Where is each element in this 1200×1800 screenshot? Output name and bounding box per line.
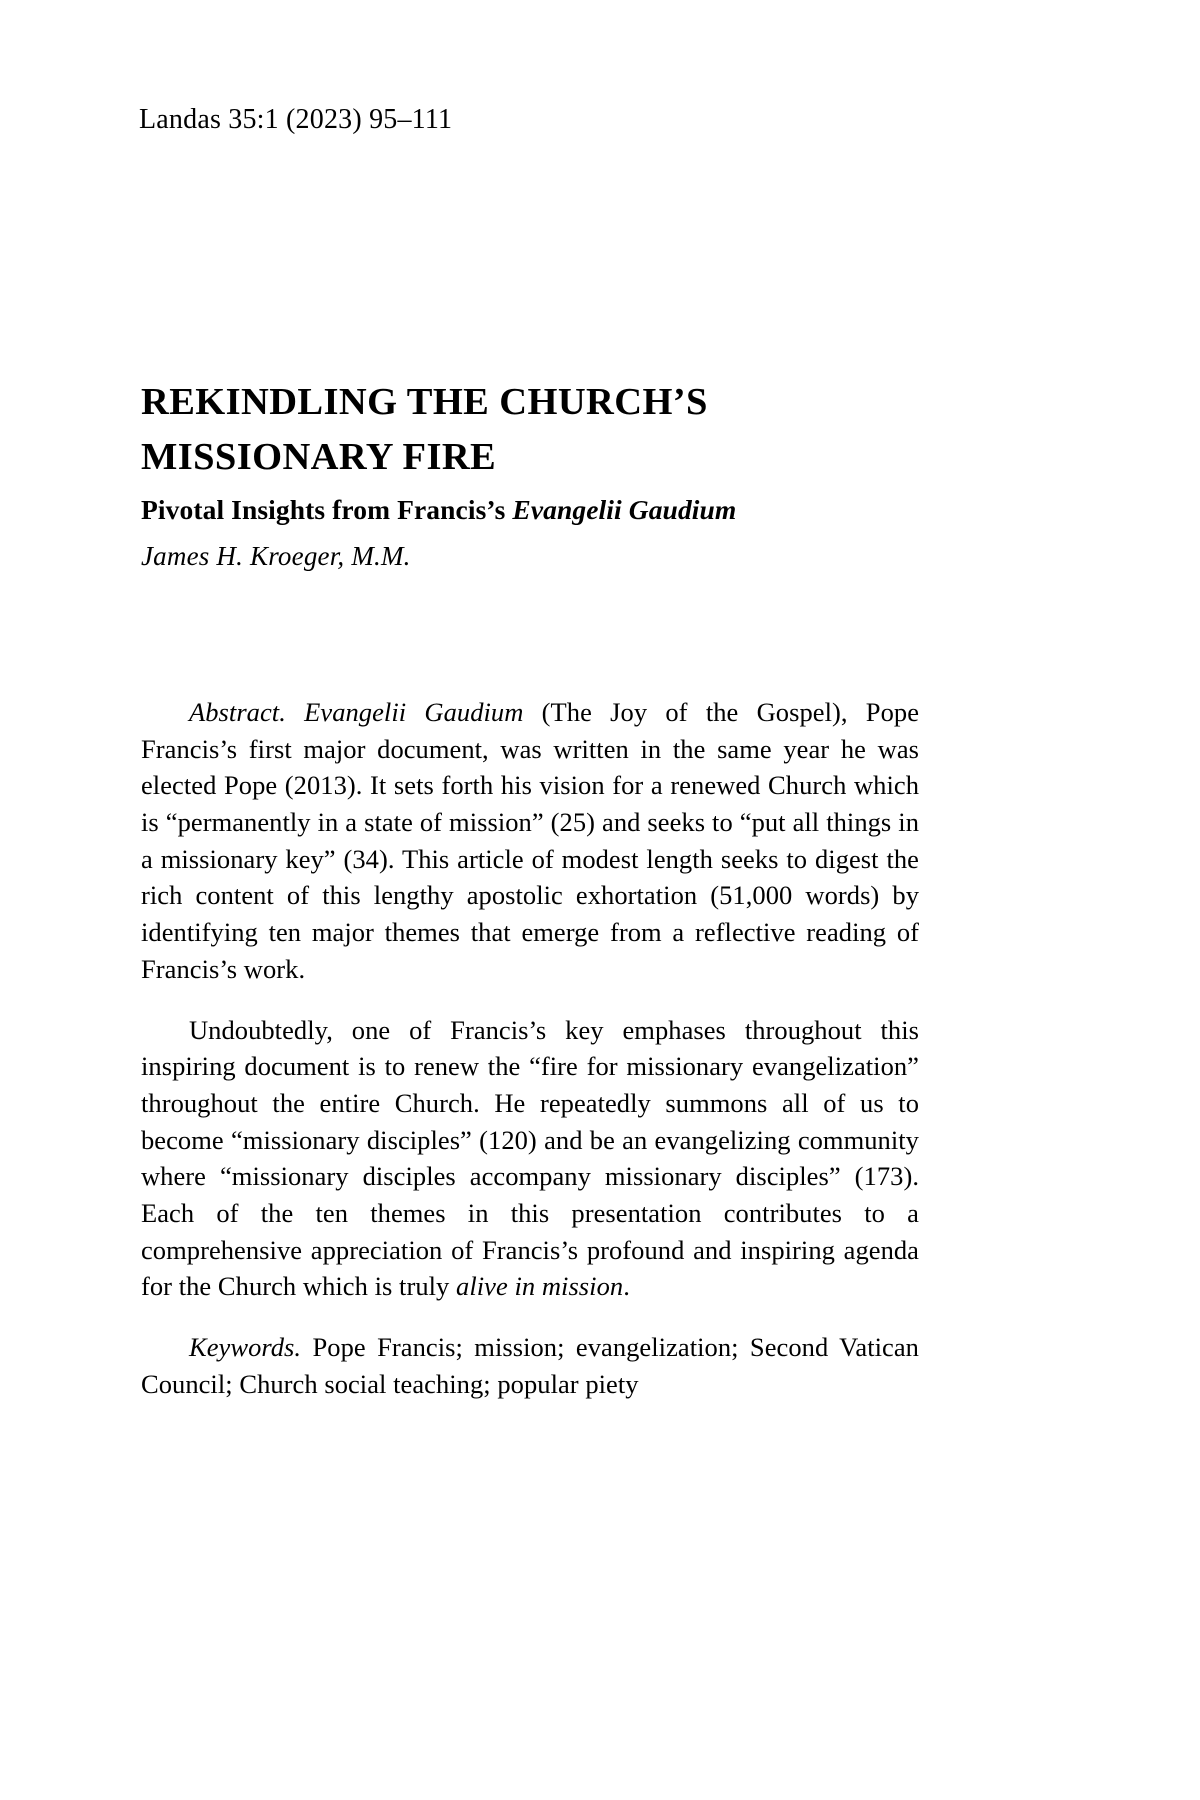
- running-head: Landas 35:1 (2023) 95–111: [139, 104, 453, 135]
- intro-paragraph: [141, 1012, 919, 1306]
- abstract-paragraph: [141, 694, 919, 988]
- intro-text-before: Undoubtedly, one of Francis’s key emphases throughout this inspiring document is to renew the “fire for missionary evangelization” throughout the entire Church. He repeatedly summons all of us to become “missionary disciples” (120) and be an evangelizing community where “missionary disciples accompany missionary disciples” (173). Each of the ten themes in this presentation contributes to a comprehensive appreciation of Francis’s profound and inspiring agenda for the Church which is truly: [141, 1014, 919, 1302]
- intro-text-after: .: [623, 1271, 630, 1302]
- page-title: REKINDLING THE CHURCH’S MISSIONARY FIRE: [141, 381, 708, 478]
- title-block: [141, 375, 941, 574]
- keywords-paragraph: [141, 1329, 919, 1402]
- abstract-text: (The Joy of the Gospel), Pope Francis’s first major document, was written in the same year he was elected Pope (2013). It sets forth his vision for a renewed Church which is “permanently in a state of mission” (25) and seeks to “put all things in a missionary key” (34). This article of modest length seeks to digest the rich content of this lengthy apostolic exhortation (51,000 words) by identifying ten major themes that emerge from a reflective reading of Francis’s work.: [141, 697, 920, 984]
- keywords-label: Keywords.: [189, 1332, 302, 1362]
- subtitle-prefix: Pivotal Insights from Francis’s: [141, 494, 513, 526]
- article-body: [141, 694, 919, 1402]
- abstract-label: Abstract.: [189, 697, 286, 727]
- keywords-text: Pope Francis; mission; evangelization; Second Vatican Council; Church social teaching; popular piety: [141, 1332, 919, 1399]
- subtitle-italic-title: Evangelii Gaudium: [512, 494, 737, 526]
- intro-italic-phrase: alive in mission: [456, 1271, 624, 1302]
- article-subtitle: [141, 492, 941, 528]
- author-name: James H. Kroeger, M.M.: [141, 541, 411, 572]
- abstract-italic-title: Evangelii Gaudium: [285, 697, 524, 727]
